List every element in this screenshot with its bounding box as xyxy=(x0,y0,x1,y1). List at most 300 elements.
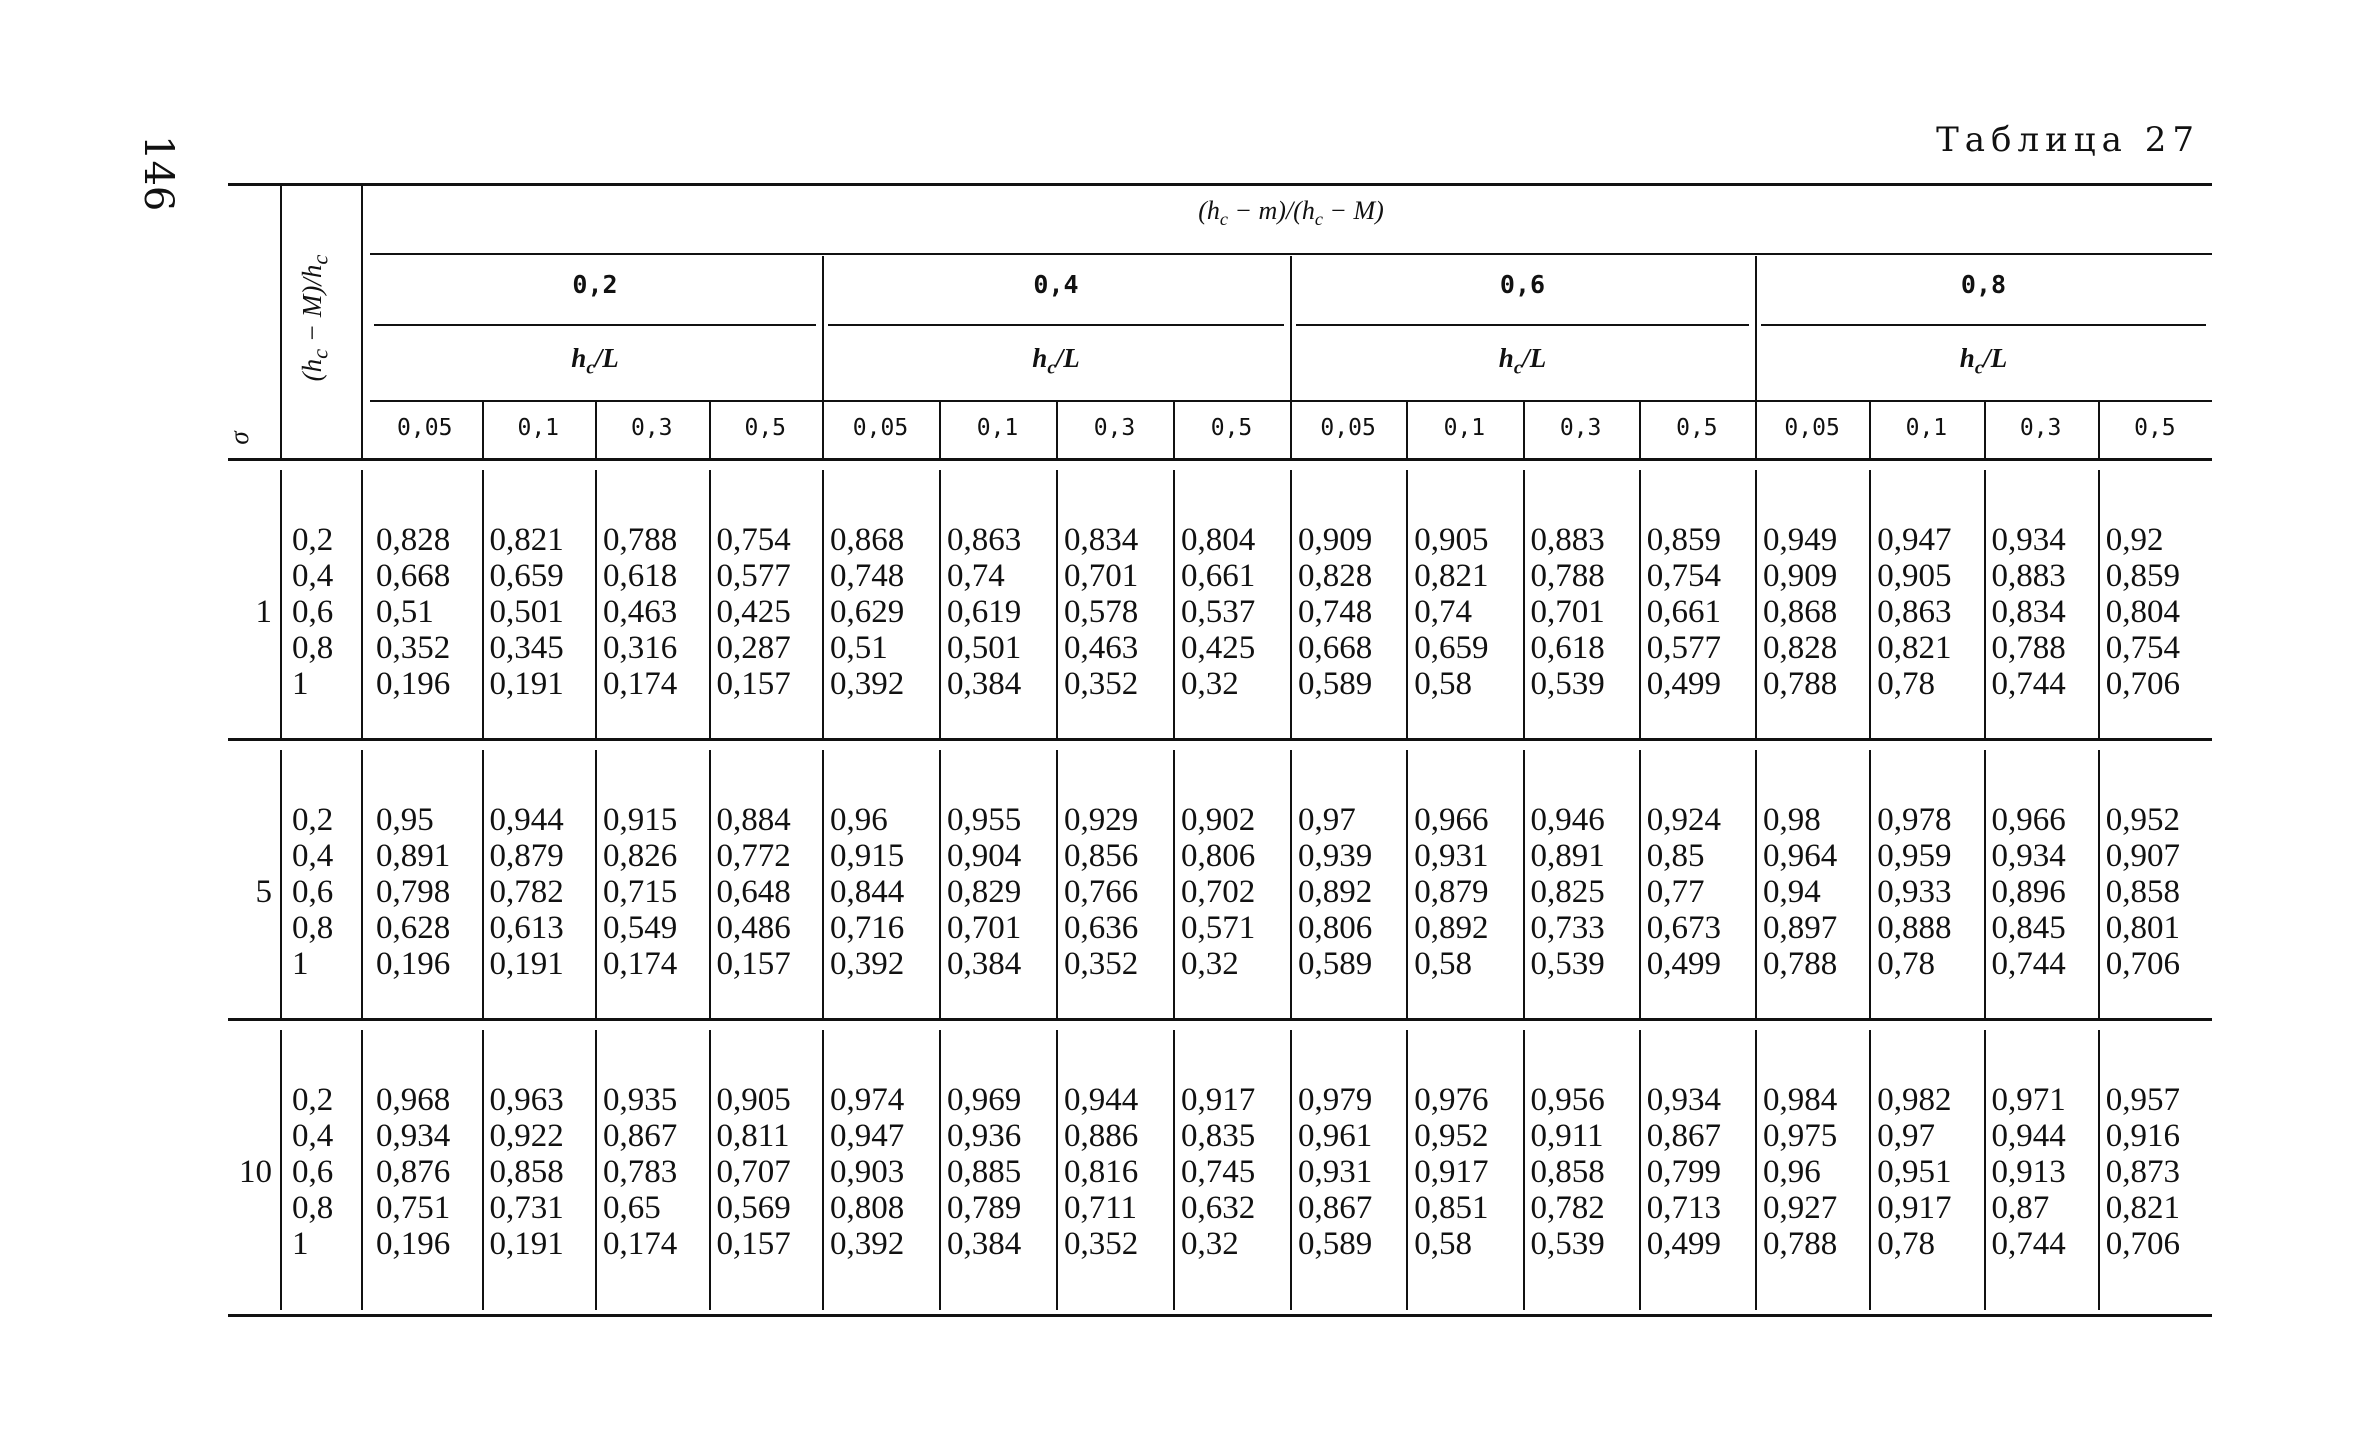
table-cell: 0,885 xyxy=(947,1154,1022,1190)
subcol-header: 0,3 xyxy=(630,415,673,441)
rule-line xyxy=(228,1018,2212,1021)
table-cell: 0,788 xyxy=(603,522,678,558)
table-cell: 0,659 xyxy=(489,558,564,594)
table-cell: 0,858 xyxy=(1530,1154,1605,1190)
table-cell: 0,425 xyxy=(1181,630,1256,666)
column-line xyxy=(595,1030,597,1310)
rule-line xyxy=(1761,324,2206,326)
table-cell: 0,589 xyxy=(1298,946,1373,982)
subcol-header: 0,1 xyxy=(517,415,560,441)
table-cell: 0,32 xyxy=(1181,1226,1239,1262)
table-cell: 0,751 xyxy=(376,1190,451,1226)
table-cell: 0,891 xyxy=(1530,838,1605,874)
group-header: 0,2 xyxy=(572,270,618,299)
column-line xyxy=(1869,750,1871,1020)
column-line xyxy=(361,1030,363,1310)
table-cell: 0,789 xyxy=(947,1190,1022,1226)
table-cell: 0,806 xyxy=(1298,910,1373,946)
row-label: 0,2 xyxy=(292,1082,334,1118)
table-cell: 0,968 xyxy=(376,1082,451,1118)
table-cell: 0,939 xyxy=(1298,838,1373,874)
table-cell: 0,668 xyxy=(1298,630,1373,666)
table-cell: 0,829 xyxy=(947,874,1022,910)
column-line xyxy=(1290,750,1292,1020)
table-cell: 0,934 xyxy=(1646,1082,1721,1118)
table-cell: 0,971 xyxy=(1991,1082,2066,1118)
table-cell: 0,788 xyxy=(1763,1226,1838,1262)
table-cell: 0,922 xyxy=(489,1118,564,1154)
table-cell: 0,392 xyxy=(830,666,905,702)
table-cell: 0,32 xyxy=(1181,946,1239,982)
row-label: 0,2 xyxy=(292,522,334,558)
table-cell: 0,352 xyxy=(1064,1226,1139,1262)
table-cell: 0,845 xyxy=(1991,910,2066,946)
table-cell: 0,702 xyxy=(1181,874,1256,910)
column-line xyxy=(361,750,363,1020)
column-line xyxy=(822,750,824,1020)
table-cell: 0,463 xyxy=(603,594,678,630)
table-cell: 0,915 xyxy=(603,802,678,838)
table-cell: 0,748 xyxy=(1298,594,1373,630)
table-cell: 0,578 xyxy=(1064,594,1139,630)
table-cell: 0,933 xyxy=(1877,874,1952,910)
column-line xyxy=(2098,470,2100,740)
table-cell: 0,715 xyxy=(603,874,678,910)
table-cell: 0,863 xyxy=(947,522,1022,558)
table-cell: 0,828 xyxy=(376,522,451,558)
table-cell: 0,754 xyxy=(2105,630,2180,666)
subcol-header: 0,1 xyxy=(976,415,1019,441)
table-cell: 0,51 xyxy=(376,594,434,630)
table-cell: 0,782 xyxy=(489,874,564,910)
group-header: 0,4 xyxy=(1033,270,1079,299)
column-line xyxy=(939,470,941,740)
column-line xyxy=(709,1030,711,1310)
ratio-header: $h_c/L$ xyxy=(571,343,619,379)
subcol-header: 0,3 xyxy=(2019,415,2062,441)
table-cell: 0,196 xyxy=(376,666,451,702)
table-cell: 0,816 xyxy=(1064,1154,1139,1190)
table-cell: 0,618 xyxy=(603,558,678,594)
group-header: 0,6 xyxy=(1499,270,1546,299)
table-cell: 0,157 xyxy=(716,946,791,982)
table-cell: 0,934 xyxy=(1991,838,2066,874)
column-line xyxy=(595,750,597,1020)
table-cell: 0,174 xyxy=(603,1226,678,1262)
table-cell: 0,883 xyxy=(1530,522,1605,558)
row-label: 1 xyxy=(292,666,309,702)
subcol-header: 0,5 xyxy=(1676,415,1718,441)
table-cell: 0,907 xyxy=(2105,838,2180,874)
table-cell: 0,911 xyxy=(1530,1118,1604,1154)
table-cell: 0,969 xyxy=(947,1082,1022,1118)
table-cell: 0,788 xyxy=(1763,946,1838,982)
table-cell: 0,978 xyxy=(1877,802,1952,838)
table-cell: 0,913 xyxy=(1991,1154,2066,1190)
table-cell: 0,858 xyxy=(2105,874,2180,910)
table-cell: 0,851 xyxy=(1414,1190,1489,1226)
column-line xyxy=(1523,470,1525,740)
table-cell: 0,648 xyxy=(716,874,791,910)
column-line xyxy=(822,470,824,740)
sigma-value: 5 xyxy=(255,874,272,910)
table-cell: 0,157 xyxy=(716,1226,791,1262)
table-cell: 0,673 xyxy=(1646,910,1721,946)
table-cell: 0,788 xyxy=(1530,558,1605,594)
column-line xyxy=(1639,750,1641,1020)
table-cell: 0,706 xyxy=(2105,666,2180,702)
table-cell: 0,32 xyxy=(1181,666,1239,702)
table-cell: 0,191 xyxy=(489,946,564,982)
column-line xyxy=(2098,750,2100,1020)
table-cell: 0,701 xyxy=(1064,558,1139,594)
row-label: 1 xyxy=(292,1226,309,1262)
column-line xyxy=(1056,470,1058,740)
table-cell: 0,174 xyxy=(603,946,678,982)
column-line xyxy=(595,470,597,740)
table-cell: 0,577 xyxy=(1646,630,1721,666)
table-cell: 0,828 xyxy=(1298,558,1373,594)
column-line xyxy=(1290,1030,1292,1310)
row-label: 0,8 xyxy=(292,630,334,666)
table-cell: 0,668 xyxy=(376,558,451,594)
table-cell: 0,929 xyxy=(1064,802,1139,838)
column-line xyxy=(1406,470,1408,740)
table-cell: 0,834 xyxy=(1064,522,1139,558)
ratio-header: $h_c/L$ xyxy=(1959,343,2008,379)
table-cell: 0,661 xyxy=(1181,558,1256,594)
table-cell: 0,788 xyxy=(1763,666,1838,702)
header-main-label: $(h_c - m)/(h_c - M)$ xyxy=(1198,196,1384,230)
sigma-value: 1 xyxy=(255,594,272,630)
table-cell: 0,952 xyxy=(2105,802,2180,838)
table-cell: 0,915 xyxy=(830,838,905,874)
column-line xyxy=(1639,1030,1641,1310)
table-cell: 0,539 xyxy=(1530,666,1605,702)
table-cell: 0,95 xyxy=(376,802,434,838)
table-cell: 0,931 xyxy=(1414,838,1489,874)
column-line xyxy=(1984,1030,1986,1310)
row-label: 0,4 xyxy=(292,558,334,594)
table-cell: 0,876 xyxy=(376,1154,451,1190)
column-line xyxy=(482,1030,484,1310)
table-cell: 0,539 xyxy=(1530,1226,1605,1262)
table-cell: 0,905 xyxy=(716,1082,791,1118)
table-cell: 0,905 xyxy=(1877,558,1952,594)
table-cell: 0,661 xyxy=(1646,594,1721,630)
table-cell: 0,65 xyxy=(603,1190,661,1226)
table-cell: 0,808 xyxy=(830,1190,905,1226)
table-cell: 0,392 xyxy=(830,1226,905,1262)
row-label: 0,8 xyxy=(292,910,334,946)
row-label: 0,6 xyxy=(292,1154,334,1190)
table-cell: 0,731 xyxy=(489,1190,564,1226)
rule-line xyxy=(228,738,2212,741)
table-cell: 0,745 xyxy=(1181,1154,1256,1190)
table-cell: 0,619 xyxy=(947,594,1022,630)
table-cell: 0,486 xyxy=(716,910,791,946)
table-cell: 0,733 xyxy=(1530,910,1605,946)
table-cell: 0,917 xyxy=(1181,1082,1256,1118)
table-cell: 0,782 xyxy=(1530,1190,1605,1226)
table-cell: 0,944 xyxy=(1991,1118,2066,1154)
ratio-header: $h_c/L$ xyxy=(1032,343,1080,379)
table-cell: 0,744 xyxy=(1991,1226,2066,1262)
table-cell: 0,856 xyxy=(1064,838,1139,874)
table-cell: 0,944 xyxy=(1064,1082,1139,1118)
table-cell: 0,868 xyxy=(1763,594,1838,630)
table-cell: 0,537 xyxy=(1181,594,1256,630)
table-cell: 0,799 xyxy=(1646,1154,1721,1190)
table-cell: 0,905 xyxy=(1414,522,1489,558)
table-cell: 0,961 xyxy=(1298,1118,1373,1154)
table-cell: 0,951 xyxy=(1877,1154,1952,1190)
rule-line xyxy=(228,458,2212,461)
table-cell: 0,859 xyxy=(1646,522,1721,558)
table-cell: 0,821 xyxy=(1877,630,1952,666)
table-cell: 0,888 xyxy=(1877,910,1952,946)
column-line xyxy=(1173,750,1175,1020)
relative-head-header: $(h_c - M)/h_c$ xyxy=(297,254,333,382)
column-line xyxy=(1755,1030,1757,1310)
table-cell: 0,384 xyxy=(947,946,1022,982)
table-cell: 0,867 xyxy=(1298,1190,1373,1226)
table-cell: 0,345 xyxy=(489,630,564,666)
table-cell: 0,946 xyxy=(1530,802,1605,838)
table-cell: 0,58 xyxy=(1414,1226,1472,1262)
rule-line xyxy=(370,253,2212,255)
table-cell: 0,892 xyxy=(1298,874,1373,910)
table-cell: 0,949 xyxy=(1763,522,1838,558)
table-cell: 0,904 xyxy=(947,838,1022,874)
table-cell: 0,858 xyxy=(489,1154,564,1190)
table-cell: 0,873 xyxy=(2105,1154,2180,1190)
table-cell: 0,501 xyxy=(947,630,1022,666)
table-cell: 0,868 xyxy=(830,522,905,558)
column-line xyxy=(1406,1030,1408,1310)
table-cell: 0,196 xyxy=(376,946,451,982)
column-line xyxy=(280,185,282,460)
column-line xyxy=(1639,470,1641,740)
table-cell: 0,58 xyxy=(1414,666,1472,702)
table-cell: 0,744 xyxy=(1991,666,2066,702)
column-line xyxy=(1173,470,1175,740)
column-line xyxy=(280,1030,282,1310)
table-cell: 0,825 xyxy=(1530,874,1605,910)
table-cell: 0,976 xyxy=(1414,1082,1489,1118)
table-cell: 0,955 xyxy=(947,802,1022,838)
table-cell: 0,499 xyxy=(1646,1226,1721,1262)
table-cell: 0,957 xyxy=(2105,1082,2180,1118)
table-cell: 0,632 xyxy=(1181,1190,1256,1226)
table-cell: 0,804 xyxy=(2105,594,2180,630)
table-cell: 0,316 xyxy=(603,630,678,666)
table-cell: 0,51 xyxy=(830,630,888,666)
table-cell: 0,754 xyxy=(716,522,791,558)
table-cell: 0,844 xyxy=(830,874,905,910)
table-cell: 0,98 xyxy=(1763,802,1821,838)
subcol-header: 0,3 xyxy=(1093,415,1136,441)
column-line xyxy=(1984,750,1986,1020)
table-cell: 0,706 xyxy=(2105,1226,2180,1262)
row-label: 0,6 xyxy=(292,874,334,910)
column-line xyxy=(939,1030,941,1310)
table-cell: 0,834 xyxy=(1991,594,2066,630)
table-cell: 0,74 xyxy=(1414,594,1472,630)
table-cell: 0,589 xyxy=(1298,1226,1373,1262)
table-cell: 0,701 xyxy=(947,910,1022,946)
subcol-header: 0,05 xyxy=(852,415,909,441)
table-cell: 0,896 xyxy=(1991,874,2066,910)
table-cell: 0,577 xyxy=(716,558,791,594)
table-cell: 0,821 xyxy=(489,522,564,558)
table-cell: 0,835 xyxy=(1181,1118,1256,1154)
table-cell: 0,982 xyxy=(1877,1082,1952,1118)
table-cell: 0,917 xyxy=(1877,1190,1952,1226)
sigma-value: 10 xyxy=(239,1154,272,1190)
table-cell: 0,859 xyxy=(2105,558,2180,594)
subcol-header: 0,05 xyxy=(397,415,453,441)
table-cell: 0,659 xyxy=(1414,630,1489,666)
table-cell: 0,766 xyxy=(1064,874,1139,910)
column-line xyxy=(1290,470,1292,740)
column-line xyxy=(1869,1030,1871,1310)
table-cell: 0,191 xyxy=(489,666,564,702)
table-cell: 0,58 xyxy=(1414,946,1472,982)
subcol-header: 0,3 xyxy=(1559,415,1602,441)
table-cell: 0,884 xyxy=(716,802,791,838)
table-cell: 0,934 xyxy=(376,1118,451,1154)
table-cell: 0,975 xyxy=(1763,1118,1838,1154)
table-cell: 0,701 xyxy=(1530,594,1605,630)
table-cell: 0,539 xyxy=(1530,946,1605,982)
row-label: 1 xyxy=(292,946,309,982)
table-cell: 0,984 xyxy=(1763,1082,1838,1118)
table-cell: 0,935 xyxy=(603,1082,678,1118)
table-cell: 0,826 xyxy=(603,838,678,874)
table-cell: 0,384 xyxy=(947,1226,1022,1262)
table-cell: 0,78 xyxy=(1877,666,1935,702)
subcol-header: 0,5 xyxy=(2134,415,2176,441)
column-line xyxy=(1056,750,1058,1020)
table-cell: 0,979 xyxy=(1298,1082,1373,1118)
table-cell: 0,96 xyxy=(830,802,888,838)
table-cell: 0,821 xyxy=(1414,558,1489,594)
column-line xyxy=(280,750,282,1020)
table-cell: 0,754 xyxy=(1646,558,1721,594)
table-cell: 0,963 xyxy=(489,1082,564,1118)
subcol-header: 0,5 xyxy=(744,415,787,441)
table-cell: 0,886 xyxy=(1064,1118,1139,1154)
table-cell: 0,85 xyxy=(1646,838,1705,874)
table-cell: 0,352 xyxy=(376,630,451,666)
table-cell: 0,974 xyxy=(830,1082,905,1118)
column-line xyxy=(1984,470,1986,740)
table-cell: 0,157 xyxy=(716,666,791,702)
table-cell: 0,463 xyxy=(1064,630,1139,666)
subcol-header: 0,1 xyxy=(1443,415,1486,441)
table-cell: 0,569 xyxy=(716,1190,791,1226)
table-cell: 0,903 xyxy=(830,1154,905,1190)
column-line xyxy=(1523,1030,1525,1310)
table-cell: 0,613 xyxy=(489,910,564,946)
table-cell: 0,927 xyxy=(1763,1190,1838,1226)
table-cell: 0,392 xyxy=(830,946,905,982)
table-cell: 0,713 xyxy=(1646,1190,1721,1226)
table-cell: 0,828 xyxy=(1763,630,1838,666)
table-cell: 0,499 xyxy=(1646,946,1721,982)
table-cell: 0,94 xyxy=(1763,874,1821,910)
table-cell: 0,174 xyxy=(603,666,678,702)
table-cell: 0,966 xyxy=(1991,802,2066,838)
column-line xyxy=(1869,470,1871,740)
table-cell: 0,636 xyxy=(1064,910,1139,946)
table-cell: 0,384 xyxy=(947,666,1022,702)
table-cell: 0,924 xyxy=(1646,802,1721,838)
table-cell: 0,811 xyxy=(716,1118,790,1154)
table-cell: 0,425 xyxy=(716,594,791,630)
table-cell: 0,92 xyxy=(2105,522,2164,558)
table-cell: 0,931 xyxy=(1298,1154,1373,1190)
table-cell: 0,909 xyxy=(1763,558,1838,594)
subcol-header: 0,05 xyxy=(1320,415,1376,441)
row-label: 0,4 xyxy=(292,838,334,874)
table-cell: 0,956 xyxy=(1530,1082,1605,1118)
table-cell: 0,801 xyxy=(2105,910,2180,946)
column-line xyxy=(482,750,484,1020)
table-cell: 0,716 xyxy=(830,910,905,946)
table-cell: 0,883 xyxy=(1991,558,2066,594)
column-line xyxy=(709,750,711,1020)
column-line xyxy=(709,470,711,740)
rule-line xyxy=(828,324,1284,326)
ratio-header: $h_c/L$ xyxy=(1498,343,1547,379)
column-line xyxy=(1755,470,1757,740)
subcol-header: 0,1 xyxy=(1905,415,1948,441)
table-cell: 0,549 xyxy=(603,910,678,946)
rule-line xyxy=(374,324,816,326)
table-cell: 0,196 xyxy=(376,1226,451,1262)
column-line xyxy=(2098,1030,2100,1310)
column-line xyxy=(280,470,282,740)
table-cell: 0,897 xyxy=(1763,910,1838,946)
table-cell: 0,891 xyxy=(376,838,451,874)
table-cell: 0,618 xyxy=(1530,630,1605,666)
table-cell: 0,806 xyxy=(1181,838,1256,874)
column-line xyxy=(1173,1030,1175,1310)
table-cell: 0,804 xyxy=(1181,522,1256,558)
table-cell: 0,87 xyxy=(1991,1190,2050,1226)
group-header: 0,8 xyxy=(1960,270,2007,299)
table-cell: 0,97 xyxy=(1298,802,1356,838)
row-label: 0,6 xyxy=(292,594,334,630)
table-cell: 0,879 xyxy=(1414,874,1489,910)
table-cell: 0,97 xyxy=(1877,1118,1935,1154)
table-cell: 0,287 xyxy=(716,630,791,666)
table-cell: 0,959 xyxy=(1877,838,1952,874)
rule-line xyxy=(228,1314,2212,1317)
table-cell: 0,629 xyxy=(830,594,905,630)
table-cell: 0,936 xyxy=(947,1118,1022,1154)
table-cell: 0,748 xyxy=(830,558,905,594)
table-cell: 0,589 xyxy=(1298,666,1373,702)
table-cell: 0,772 xyxy=(716,838,791,874)
table-cell: 0,711 xyxy=(1064,1190,1138,1226)
table-cell: 0,966 xyxy=(1414,802,1489,838)
table-cell: 0,821 xyxy=(2105,1190,2180,1226)
table-cell: 0,917 xyxy=(1414,1154,1489,1190)
table-cell: 0,934 xyxy=(1991,522,2066,558)
